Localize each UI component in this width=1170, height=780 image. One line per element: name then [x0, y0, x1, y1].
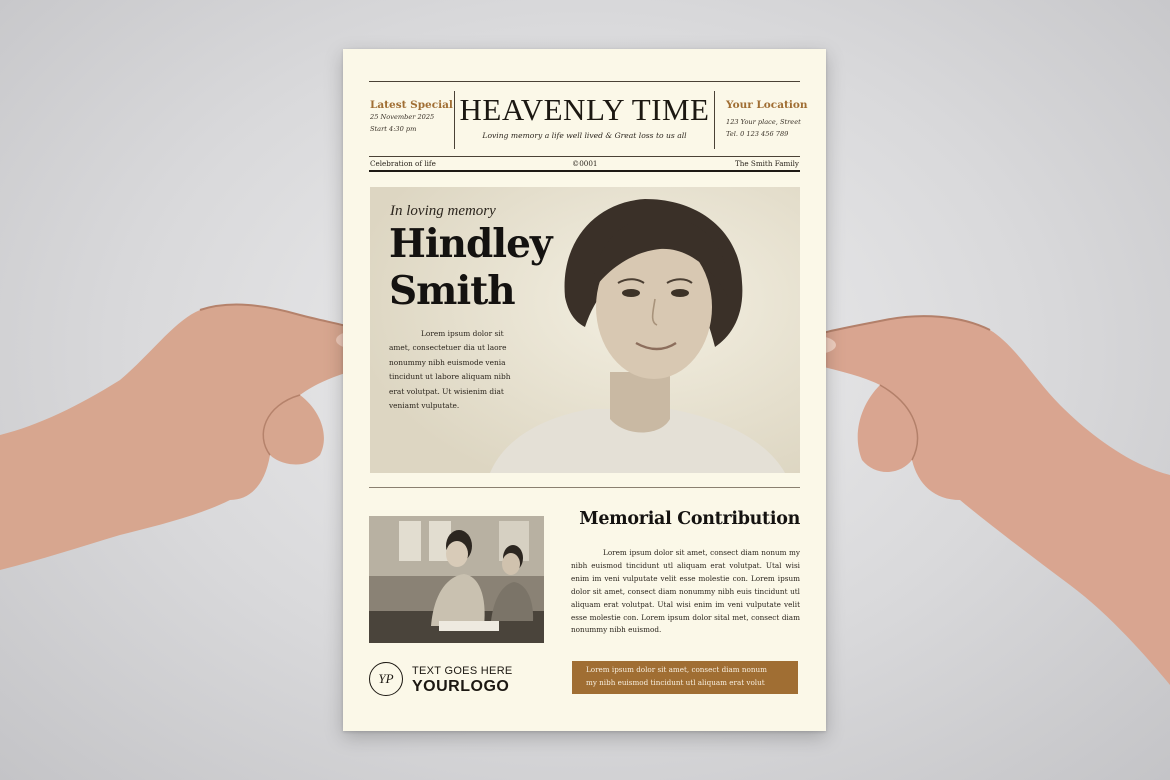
event-time: Start 4:30 pm — [370, 125, 417, 133]
memorial-callout — [572, 661, 798, 694]
right-hand — [790, 285, 1170, 705]
deceased-last-name: Smith — [389, 268, 515, 314]
memorial-title: Memorial Contribution — [579, 509, 800, 529]
logo-block — [369, 661, 559, 699]
masthead-tagline: Loving memory a life well lived & Great loss to us all — [482, 131, 687, 140]
deceased-name — [389, 221, 552, 315]
subbar-bottom-rule — [369, 170, 800, 172]
location-title: Your Location — [726, 99, 808, 111]
subbar-issue-number: ©0001 — [572, 159, 598, 168]
subbar-left: Celebration of life — [370, 159, 436, 168]
masthead-title: HEAVENLY TIME — [459, 92, 710, 127]
memorial-body: Lorem ipsum dolor sit amet, consect diam nonum my nibh euismod tincidunt utl aliquam erat volutpat. Utal wisi enim im veni vulputate velit esse molestie con. Lorem ipsum dolor sit amet, consect diam nonummy nibh euis tincidunt utl aliquam erat volutpat. Utal wisi enim im veni vulputate velit esse molestie con. Lorem ipsum dolor sital met, consect diam nonummy nibh euismod. — [571, 548, 800, 635]
deceased-first-name: Hindley — [389, 221, 552, 267]
hero-section — [370, 187, 800, 473]
subbar-top-rule — [369, 156, 800, 157]
masthead-block — [455, 91, 714, 140]
top-rule — [369, 81, 800, 82]
logo-monogram: YP — [369, 662, 403, 696]
event-date: 25 November 2025 — [370, 113, 435, 121]
subbar — [369, 158, 800, 170]
logo-tagline: TEXT GOES HERE — [412, 665, 513, 677]
secondary-photo-image — [369, 516, 544, 643]
location-address: 123 Your place, Street — [726, 118, 801, 126]
event-info — [370, 99, 454, 135]
section-divider — [369, 487, 800, 488]
subbar-right: The Smith Family — [734, 159, 799, 168]
memorial-flyer — [343, 49, 826, 731]
location-info — [726, 99, 806, 140]
location-phone: Tel. 0 123 456 789 — [726, 130, 789, 138]
header-divider-right — [714, 91, 715, 149]
logo-name: YOURLOGO — [412, 678, 510, 695]
hero-intro-text: Lorem ipsum dolor sit amet, consectetuer dia ut laore nonummy nibh euismode venia tincidunt ut labore aliquam nibh erat volutpat. Ut wisienim diat veniamt vulputate. — [389, 329, 511, 411]
hero-subtitle: In loving memory — [390, 203, 496, 219]
callout-line-2: my nibh euismod tincidunt utl aliquam erat volut — [586, 677, 765, 687]
event-title: Latest Special — [370, 99, 453, 111]
secondary-photo — [369, 516, 544, 643]
left-hand — [0, 285, 390, 585]
callout-line-1: Lorem ipsum dolor sit amet, consect diam nonum — [586, 665, 767, 674]
